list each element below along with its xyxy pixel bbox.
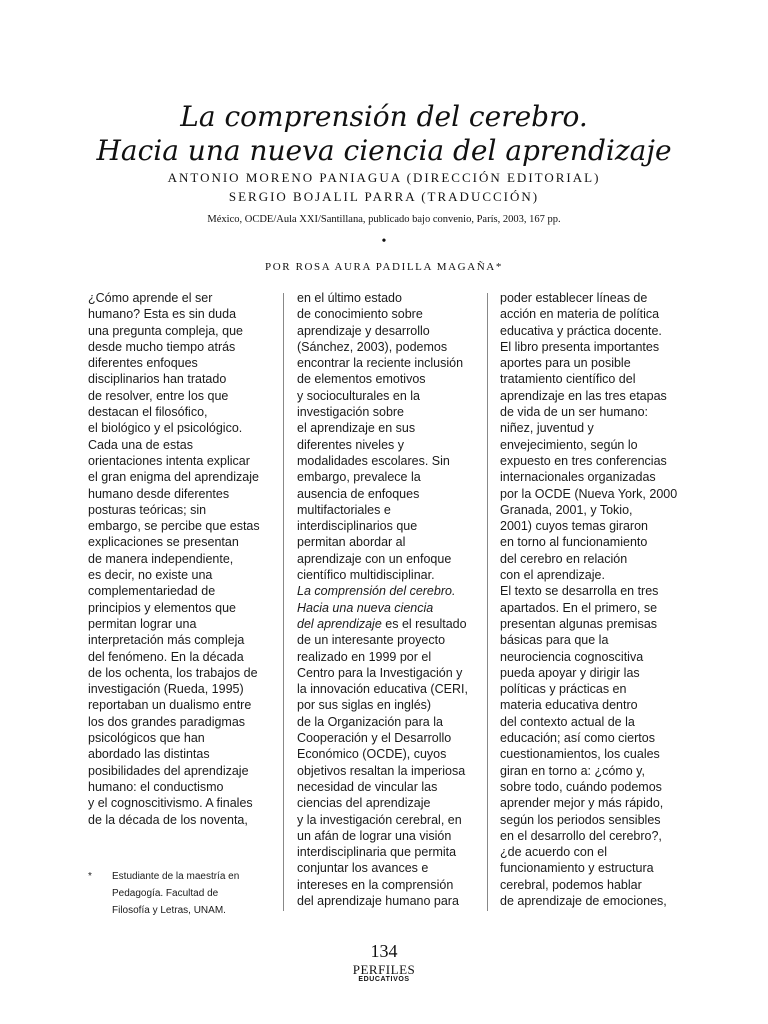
footnote-mark: *	[88, 871, 92, 882]
text-column-2	[297, 290, 479, 909]
body-text-line: abordado las distintas	[88, 747, 210, 762]
body-text-line: un afán de lograr una visión	[297, 828, 452, 843]
body-text-line: El texto se desarrolla en tres	[500, 584, 659, 599]
body-text-line: acción en materia de política	[500, 307, 660, 322]
footnote-line: Filosofía y Letras, UNAM.	[112, 905, 226, 916]
page-number: 134	[370, 941, 398, 961]
editor-credit: ANTONIO MORENO PANIAGUA (DIRECCIÓN EDITORIAL)	[167, 170, 601, 185]
body-text-line: humano: el conductismo	[88, 779, 224, 794]
body-text-line: ciencias del aprendizaje	[297, 796, 431, 811]
journal-subtitle: EDUCATIVOS	[358, 976, 410, 983]
body-text-line: del contexto actual de la	[500, 714, 635, 729]
body-text-line: la innovación educativa (CERI,	[297, 682, 468, 697]
body-text-line: del aprendizaje es el resultado	[297, 616, 467, 631]
body-text-line: principios y elementos que	[88, 600, 236, 615]
body-text-line: disciplinarios han tratado	[88, 372, 227, 387]
book-title-line-1: La comprensión del cerebro.	[180, 100, 588, 133]
footnote-text	[112, 868, 278, 919]
body-text-line: Hacia una nueva ciencia	[297, 600, 434, 615]
body-text-line: permitan lograr una	[88, 616, 197, 631]
body-text-line: aprendizaje en las tres etapas	[500, 388, 667, 403]
body-text-line: (Sánchez, 2003), podemos	[297, 339, 448, 354]
publication-info: México, OCDE/Aula XXI/Santillana, publicado bajo convenio, París, 2003, 167 pp.	[207, 214, 561, 225]
body-text-line: una pregunta compleja, que	[88, 323, 243, 338]
body-text-line: pueda apoyar y dirigir las	[500, 665, 640, 680]
body-text-line: educación; así como ciertos	[500, 731, 655, 746]
translator-credit: SERGIO BOJALIL PARRA (TRADUCCIÓN)	[228, 189, 540, 204]
text-column-3	[500, 290, 682, 909]
body-text-line: encontrar la reciente inclusión	[297, 356, 464, 371]
body-text-line: en torno al funcionamiento	[500, 535, 648, 550]
body-text-line: reportaban un dualismo entre	[88, 698, 252, 713]
body-text-line: presentan algunas premisas	[500, 616, 658, 631]
book-title-line-2: Hacia una nueva ciencia del aprendizaje	[96, 134, 672, 167]
body-text-line: investigación sobre	[297, 405, 405, 420]
body-text-line: desde mucho tiempo atrás	[88, 339, 236, 354]
body-text-line: internacionales organizadas	[500, 470, 656, 485]
body-text-line: objetivos resaltan la imperiosa	[297, 763, 466, 778]
body-text-line: el aprendizaje en sus	[297, 421, 416, 436]
text-column-1	[88, 290, 270, 828]
body-text-line: aportes para un posible	[500, 356, 631, 371]
body-text-line: diferentes niveles y	[297, 437, 405, 452]
body-text-line: de un interesante proyecto	[297, 633, 446, 648]
body-text-line: tratamiento científico del	[500, 372, 636, 387]
body-text-line: es decir, no existe una	[88, 568, 213, 583]
journal-name: PERFILES	[352, 962, 416, 977]
footnote-line: Pedagogía. Facultad de	[112, 888, 219, 899]
body-text-line: 2001) cuyos temas giraron	[500, 519, 648, 534]
footnote	[88, 868, 278, 919]
body-text-line: posturas teóricas; sin	[88, 502, 207, 517]
body-text-line: del cerebro en relación	[500, 551, 628, 566]
body-text-line: multifactoriales e	[297, 502, 391, 517]
body-text-line: aprender mejor y más rápido,	[500, 796, 664, 811]
body-text-line: interdisciplinarios que	[297, 519, 418, 534]
body-text-line: realizado en 1999 por el	[297, 649, 432, 664]
body-text-line: Económico (OCDE), cuyos	[297, 747, 447, 762]
body-text-line: y socioculturales en la	[297, 388, 420, 403]
body-text-line: básicas para que la	[500, 633, 609, 648]
body-text-line: en el desarrollo del cerebro?,	[500, 828, 662, 843]
body-text-line: aprendizaje y desarrollo	[297, 323, 430, 338]
body-text-line: el gran enigma del aprendizaje	[88, 470, 259, 485]
body-text-line: con el aprendizaje.	[500, 568, 605, 583]
body-text-line: interdisciplinaria que permita	[297, 845, 457, 860]
body-text-line: políticas y prácticas en	[500, 682, 627, 697]
body-text-line: El libro presenta importantes	[500, 339, 660, 354]
body-text-line: posibilidades del aprendizaje	[88, 763, 249, 778]
body-text-line: ¿de acuerdo con el	[500, 845, 608, 860]
body-text-line: apartados. En el primero, se	[500, 600, 658, 615]
body-text-line: cuestionamientos, los cuales	[500, 747, 660, 762]
body-text-line: de manera independiente,	[88, 551, 234, 566]
body-text-line: permitan abordar al	[297, 535, 406, 550]
column-divider-2	[487, 293, 488, 911]
body-text-line: envejecimiento, según lo	[500, 437, 638, 452]
body-text-line: explicaciones se presentan	[88, 535, 239, 550]
body-text-line: materia educativa dentro	[500, 698, 638, 713]
body-text-line: destacan el filosófico,	[88, 405, 208, 420]
footnote-line: Estudiante de la maestría en	[112, 871, 240, 882]
body-text-line: cerebral, podemos hablar	[500, 877, 642, 892]
body-text-line: ¿Cómo aprende el ser	[88, 291, 213, 305]
body-text-line: interpretación más compleja	[88, 633, 245, 648]
body-text-line: conjuntar los avances e	[297, 861, 429, 876]
body-text-line: de la Organización para la	[297, 714, 443, 729]
body-text-line: neurociencia cognoscitiva	[500, 649, 644, 664]
body-text-line: intereses en la comprensión	[297, 877, 454, 892]
body-text-line: funcionamiento y estructura	[500, 861, 654, 876]
body-text-line: de aprendizaje de emociones,	[500, 893, 667, 908]
body-text-line: del fenómeno. En la década	[88, 649, 244, 664]
body-text-line: según los periodos sensibles	[500, 812, 661, 827]
body-text-line: expuesto en tres conferencias	[500, 453, 667, 468]
body-text-line: embargo, prevalece la	[297, 470, 421, 485]
body-text-line: Cada una de estas	[88, 437, 193, 452]
body-text-line: de la década de los noventa,	[88, 812, 248, 827]
body-text-line: por la OCDE (Nueva York, 2000	[500, 486, 678, 501]
body-text-line: ausencia de enfoques	[297, 486, 420, 501]
review-author-byline: POR ROSA AURA PADILLA MAGAÑA*	[265, 261, 503, 273]
body-text-line: de conocimiento sobre	[297, 307, 423, 322]
body-text-line: La comprensión del cerebro.	[297, 584, 456, 599]
separator-bullet: •	[381, 234, 387, 249]
column-divider-1	[283, 293, 284, 911]
body-text-line: poder establecer líneas de	[500, 291, 648, 305]
body-text-line: de resolver, entre los que	[88, 388, 229, 403]
body-text-line: investigación (Rueda, 1995)	[88, 682, 244, 697]
body-text-line: aprendizaje con un enfoque	[297, 551, 452, 566]
body-text-line: de vida de un ser humano:	[500, 405, 649, 420]
body-text-line: Cooperación y el Desarrollo	[297, 731, 452, 746]
body-text-line: y la investigación cerebral, en	[297, 812, 462, 827]
body-text-line: de los ochenta, los trabajos de	[88, 665, 258, 680]
body-text-line: niñez, juventud y	[500, 421, 594, 436]
body-text-line: educativa y práctica docente.	[500, 323, 662, 338]
body-text-line: orientaciones intenta explicar	[88, 453, 250, 468]
body-text-line: psicológicos que han	[88, 731, 205, 746]
body-text-line: los dos grandes paradigmas	[88, 714, 246, 729]
body-text-line: por sus siglas en inglés)	[297, 698, 432, 713]
body-text-line: y el cognoscitivismo. A finales	[88, 796, 253, 811]
body-text-line: diferentes enfoques	[88, 356, 198, 371]
body-text-line: sobre todo, cuándo podemos	[500, 779, 662, 794]
body-text-line: de elementos emotivos	[297, 372, 426, 387]
body-text-line: giran en torno a: ¿cómo y,	[500, 763, 645, 778]
body-text-line: complementariedad de	[88, 584, 216, 599]
body-text-line: modalidades escolares. Sin	[297, 453, 450, 468]
body-text-line: Centro para la Investigación y	[297, 665, 463, 680]
body-text-line: necesidad de vincular las	[297, 779, 438, 794]
body-text-line: humano? Esta es sin duda	[88, 307, 237, 322]
body-text-line: humano desde diferentes	[88, 486, 230, 501]
body-text-line: en el último estado	[297, 291, 402, 305]
body-text-line: Granada, 2001, y Tokio,	[500, 502, 633, 517]
body-text-line: científico multidisciplinar.	[297, 568, 435, 583]
body-text-line: embargo, se percibe que estas	[88, 519, 260, 534]
body-text-line: del aprendizaje humano para	[297, 893, 459, 908]
body-text-line: el biológico y el psicológico.	[88, 421, 243, 436]
